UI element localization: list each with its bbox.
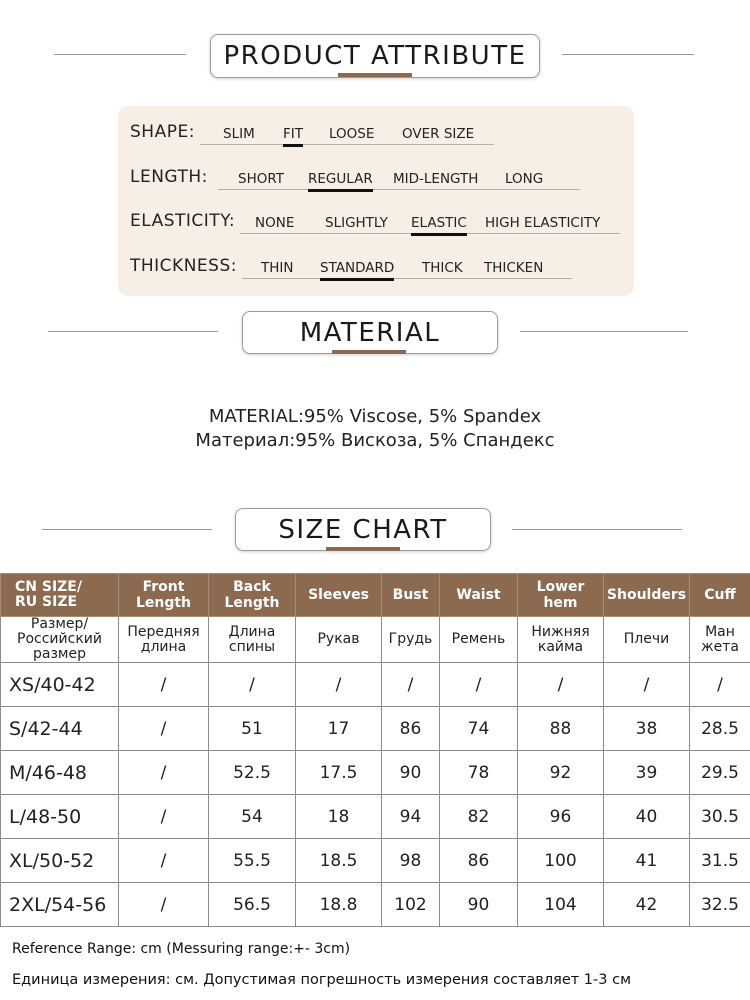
- divider-left: [48, 331, 218, 332]
- table-cell: Ман жета: [690, 617, 750, 663]
- table-cell: 94: [382, 795, 440, 839]
- table-cell: XL/50-52: [1, 839, 119, 883]
- material-en: MATERIAL:95% Viscose, 5% Spandex: [208, 406, 542, 427]
- table-cell: Плечи: [604, 617, 690, 663]
- table-cell: Back Length: [209, 574, 296, 617]
- table-cell: /: [119, 795, 209, 839]
- attribute-row-thickness: [118, 254, 634, 284]
- material-title-box: [242, 311, 498, 354]
- table-cell: /: [209, 663, 296, 707]
- table-cell: 100: [518, 839, 604, 883]
- table-cell: 92: [518, 751, 604, 795]
- table-row: [1, 707, 750, 751]
- table-cell: 82: [440, 795, 518, 839]
- table-cell: /: [119, 707, 209, 751]
- material-ru: Материал:95% Вискоза, 5% Спандекс: [195, 430, 555, 451]
- table-cell: XS/40-42: [1, 663, 119, 707]
- attribute-option: THICK: [422, 260, 463, 276]
- table-cell: Рукав: [296, 617, 382, 663]
- table-cell: 2XL/54-56: [1, 883, 119, 927]
- attribute-option: THIN: [261, 260, 294, 276]
- table-cell: /: [518, 663, 604, 707]
- table-cell: 17.5: [296, 751, 382, 795]
- attributes-panel: [118, 106, 634, 296]
- attribute-option: THICKEN: [484, 260, 544, 276]
- footnote-ru: Единица измерения: см. Допустимая погрешность измерения составляет 1-3 см: [12, 972, 632, 988]
- table-cell: Длина спины: [209, 617, 296, 663]
- size-chart-title: SIZE CHART: [278, 514, 448, 545]
- table-cell: 74: [440, 707, 518, 751]
- attribute-label: SHAPE:: [130, 122, 195, 142]
- table-row: [1, 883, 750, 927]
- table-cell: 39: [604, 751, 690, 795]
- table-row: [1, 751, 750, 795]
- table-cell: 28.5: [690, 707, 750, 751]
- attribute-line: [200, 144, 494, 145]
- attribute-label: LENGTH:: [130, 167, 208, 187]
- table-cell: 104: [518, 883, 604, 927]
- table-cell: /: [119, 663, 209, 707]
- table-cell: 18: [296, 795, 382, 839]
- attribute-option-selected: REGULAR: [308, 171, 373, 187]
- table-cell: 102: [382, 883, 440, 927]
- material-title: MATERIAL: [299, 317, 441, 348]
- table-cell: L/48-50: [1, 795, 119, 839]
- size-chart-title-bar: [326, 547, 400, 551]
- attributes-title-box: [210, 34, 540, 78]
- divider-left: [42, 529, 212, 530]
- table-cell: 78: [440, 751, 518, 795]
- divider-right: [562, 54, 694, 55]
- table-cell: Нижняя кайма: [518, 617, 604, 663]
- attribute-row-shape: [118, 120, 634, 150]
- table-cell: Lower hem: [518, 574, 604, 617]
- attribute-option-selected: STANDARD: [320, 260, 395, 276]
- table-row: [1, 663, 750, 707]
- table-cell: 86: [440, 839, 518, 883]
- table-cell: Waist: [440, 574, 518, 617]
- table-cell: 86: [382, 707, 440, 751]
- table-cell: /: [119, 839, 209, 883]
- table-cell: Bust: [382, 574, 440, 617]
- material-title-bar: [332, 350, 406, 354]
- attribute-option: MID-LENGTH: [393, 171, 479, 187]
- table-cell: 88: [518, 707, 604, 751]
- table-cell: 55.5: [209, 839, 296, 883]
- table-cell: 38: [604, 707, 690, 751]
- table-cell: 31.5: [690, 839, 750, 883]
- table-cell: /: [604, 663, 690, 707]
- attribute-row-elasticity: [118, 209, 634, 239]
- table-cell: Передняя длина: [119, 617, 209, 663]
- table-cell: /: [382, 663, 440, 707]
- table-cell: S/42-44: [1, 707, 119, 751]
- table-cell: /: [119, 751, 209, 795]
- table-cell: 90: [382, 751, 440, 795]
- table-cell: /: [119, 883, 209, 927]
- table-cell: 98: [382, 839, 440, 883]
- table-cell: Front Length: [119, 574, 209, 617]
- attribute-line: [242, 278, 572, 279]
- table-cell: 18.5: [296, 839, 382, 883]
- attribute-row-length: [118, 165, 634, 195]
- table-cell: Размер/ Российский размер: [1, 617, 119, 663]
- table-cell: 30.5: [690, 795, 750, 839]
- attribute-option: HIGH ELASTICITY: [485, 215, 601, 231]
- footnote-en: Reference Range: cm (Messuring range:+- 3cm): [12, 941, 351, 957]
- table-cell: 17: [296, 707, 382, 751]
- divider-left: [54, 54, 186, 55]
- divider-right: [512, 529, 682, 530]
- attribute-option: SLIGHTLY: [325, 215, 388, 231]
- attribute-option: SHORT: [238, 171, 284, 187]
- table-cell: 18.8: [296, 883, 382, 927]
- table-cell: 41: [604, 839, 690, 883]
- table-cell: 40: [604, 795, 690, 839]
- table-cell: /: [690, 663, 750, 707]
- table-row: [1, 839, 750, 883]
- attributes-title: PRODUCT ATTRIBUTE: [223, 41, 527, 71]
- table-cell: 51: [209, 707, 296, 751]
- table-cell: CN SIZE/ RU SIZE: [1, 574, 119, 617]
- attribute-option-selected: FIT: [283, 126, 303, 142]
- size-chart-body: [1, 574, 750, 927]
- table-cell: Ремень: [440, 617, 518, 663]
- table-cell: 42: [604, 883, 690, 927]
- table-cell: 52.5: [209, 751, 296, 795]
- table-row: [1, 795, 750, 839]
- attribute-option: LONG: [505, 171, 544, 187]
- attribute-option: SLIM: [223, 126, 255, 142]
- attribute-option: NONE: [255, 215, 295, 231]
- table-cell: /: [296, 663, 382, 707]
- table-cell: 56.5: [209, 883, 296, 927]
- table-cell: Sleeves: [296, 574, 382, 617]
- size-chart-title-box: [235, 508, 491, 551]
- divider-right: [520, 331, 688, 332]
- table-cell: 90: [440, 883, 518, 927]
- size-chart-table: [0, 573, 750, 927]
- table-cell: /: [440, 663, 518, 707]
- table-cell: Cuff: [690, 574, 750, 617]
- table-header-row: [1, 574, 750, 617]
- table-cell: Shoulders: [604, 574, 690, 617]
- attribute-option: OVER SIZE: [402, 126, 475, 142]
- table-header-row-ru: [1, 617, 750, 663]
- attribute-label: THICKNESS:: [130, 256, 237, 276]
- table-cell: 96: [518, 795, 604, 839]
- table-cell: M/46-48: [1, 751, 119, 795]
- table-cell: 29.5: [690, 751, 750, 795]
- attribute-option: LOOSE: [329, 126, 375, 142]
- attribute-option-selected: ELASTIC: [411, 215, 467, 231]
- attribute-label: ELASTICITY:: [130, 211, 236, 231]
- table-cell: Грудь: [382, 617, 440, 663]
- attributes-title-bar: [338, 73, 412, 77]
- table-cell: 32.5: [690, 883, 750, 927]
- table-cell: 54: [209, 795, 296, 839]
- attribute-line: [218, 189, 580, 190]
